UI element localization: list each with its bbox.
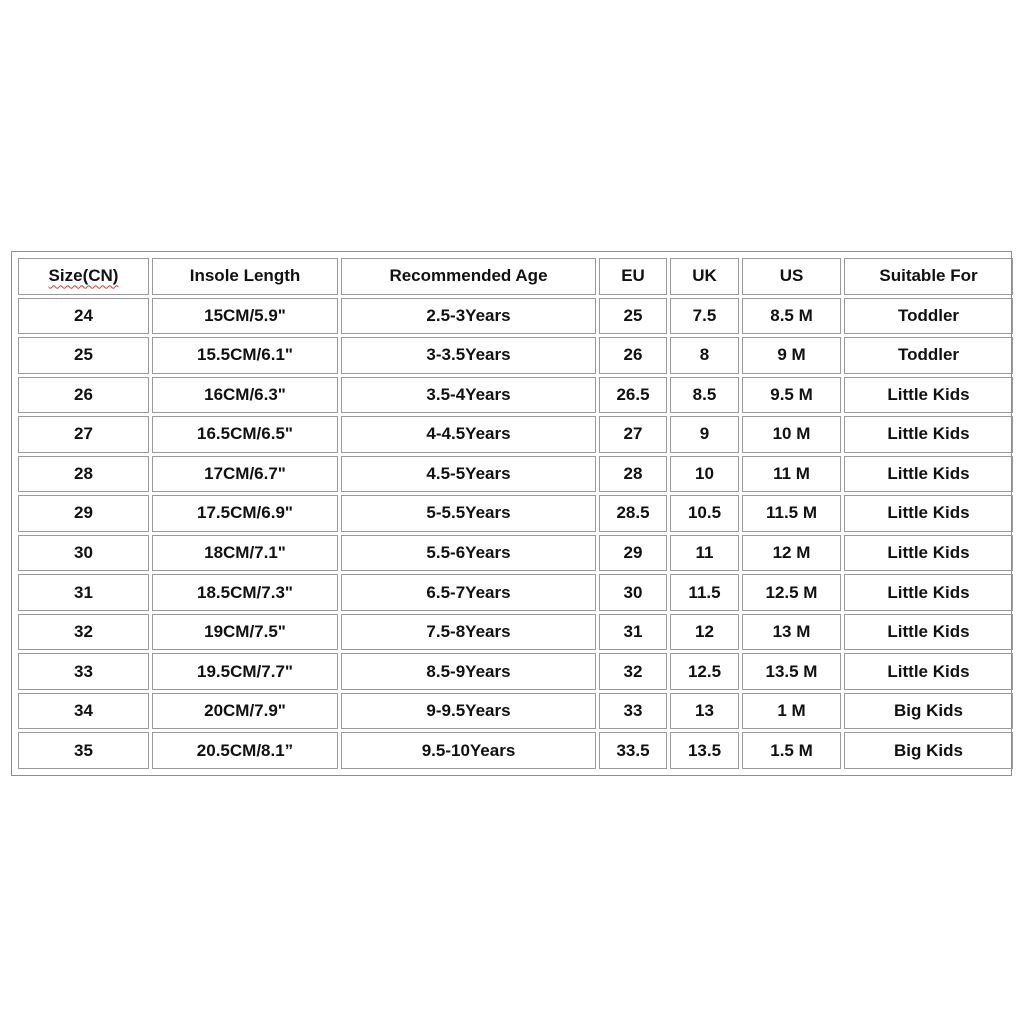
cell-insole-length: 19.5CM/7.7": [152, 653, 338, 690]
cell-us: 1.5 M: [742, 732, 841, 769]
header-insole-length: Insole Length: [152, 258, 338, 295]
cell-uk: 10.5: [670, 495, 739, 532]
cell-suitable-for: Big Kids: [844, 732, 1013, 769]
table-row: [18, 574, 1013, 611]
cell-eu: 33.5: [599, 732, 667, 769]
cell-suitable-for: Big Kids: [844, 693, 1013, 730]
header-size-cn: [18, 258, 149, 295]
cell-suitable-for: Toddler: [844, 298, 1013, 335]
cell-suitable-for: Little Kids: [844, 614, 1013, 651]
cell-suitable-for: Little Kids: [844, 535, 1013, 572]
cell-suitable-for: Little Kids: [844, 456, 1013, 493]
cell-uk: 13: [670, 693, 739, 730]
header-row: [18, 258, 1013, 295]
cell-size-cn: 30: [18, 535, 149, 572]
header-size-cn-label: Size(CN): [48, 266, 119, 286]
cell-uk: 7.5: [670, 298, 739, 335]
header-recommended-age: Recommended Age: [341, 258, 596, 295]
table-row: [18, 495, 1013, 532]
cell-us: 12.5 M: [742, 574, 841, 611]
cell-recommended-age: 3.5-4Years: [341, 377, 596, 414]
cell-eu: 29: [599, 535, 667, 572]
cell-eu: 25: [599, 298, 667, 335]
cell-recommended-age: 9-9.5Years: [341, 693, 596, 730]
cell-uk: 12.5: [670, 653, 739, 690]
cell-suitable-for: Little Kids: [844, 495, 1013, 532]
cell-insole-length: 16CM/6.3": [152, 377, 338, 414]
table-row: [18, 732, 1013, 769]
table-row: [18, 693, 1013, 730]
table-row: [18, 456, 1013, 493]
cell-size-cn: 27: [18, 416, 149, 453]
cell-size-cn: 28: [18, 456, 149, 493]
cell-recommended-age: 3-3.5Years: [341, 337, 596, 374]
cell-us: 11.5 M: [742, 495, 841, 532]
cell-suitable-for: Little Kids: [844, 653, 1013, 690]
cell-us: 8.5 M: [742, 298, 841, 335]
cell-size-cn: 26: [18, 377, 149, 414]
cell-recommended-age: 8.5-9Years: [341, 653, 596, 690]
cell-us: 11 M: [742, 456, 841, 493]
cell-uk: 10: [670, 456, 739, 493]
table-row: [18, 653, 1013, 690]
cell-us: 13.5 M: [742, 653, 841, 690]
table-row: [18, 377, 1013, 414]
header-suitable-for: Suitable For: [844, 258, 1013, 295]
cell-uk: 8: [670, 337, 739, 374]
cell-eu: 33: [599, 693, 667, 730]
cell-eu: 31: [599, 614, 667, 651]
cell-insole-length: 18.5CM/7.3": [152, 574, 338, 611]
cell-us: 10 M: [742, 416, 841, 453]
cell-eu: 30: [599, 574, 667, 611]
cell-insole-length: 20CM/7.9": [152, 693, 338, 730]
cell-eu: 26.5: [599, 377, 667, 414]
cell-recommended-age: 6.5-7Years: [341, 574, 596, 611]
header-us: US: [742, 258, 841, 295]
cell-uk: 11: [670, 535, 739, 572]
cell-size-cn: 25: [18, 337, 149, 374]
table-row: [18, 416, 1013, 453]
cell-recommended-age: 7.5-8Years: [341, 614, 596, 651]
cell-eu: 28.5: [599, 495, 667, 532]
table-row: [18, 535, 1013, 572]
header-uk: UK: [670, 258, 739, 295]
cell-insole-length: 15CM/5.9": [152, 298, 338, 335]
cell-recommended-age: 2.5-3Years: [341, 298, 596, 335]
cell-uk: 13.5: [670, 732, 739, 769]
cell-us: 13 M: [742, 614, 841, 651]
cell-eu: 32: [599, 653, 667, 690]
cell-uk: 9: [670, 416, 739, 453]
cell-uk: 8.5: [670, 377, 739, 414]
cell-us: 1 M: [742, 693, 841, 730]
cell-suitable-for: Little Kids: [844, 574, 1013, 611]
size-chart-frame: [11, 251, 1012, 776]
cell-uk: 11.5: [670, 574, 739, 611]
cell-size-cn: 29: [18, 495, 149, 532]
cell-insole-length: 20.5CM/8.1”: [152, 732, 338, 769]
cell-uk: 12: [670, 614, 739, 651]
cell-size-cn: 33: [18, 653, 149, 690]
cell-insole-length: 17CM/6.7": [152, 456, 338, 493]
cell-insole-length: 18CM/7.1": [152, 535, 338, 572]
table-row: [18, 614, 1013, 651]
cell-recommended-age: 4-4.5Years: [341, 416, 596, 453]
cell-size-cn: 24: [18, 298, 149, 335]
cell-eu: 27: [599, 416, 667, 453]
cell-recommended-age: 5-5.5Years: [341, 495, 596, 532]
cell-recommended-age: 4.5-5Years: [341, 456, 596, 493]
cell-suitable-for: Little Kids: [844, 377, 1013, 414]
cell-suitable-for: Toddler: [844, 337, 1013, 374]
cell-size-cn: 34: [18, 693, 149, 730]
cell-size-cn: 32: [18, 614, 149, 651]
cell-size-cn: 31: [18, 574, 149, 611]
table-row: [18, 337, 1013, 374]
cell-insole-length: 16.5CM/6.5": [152, 416, 338, 453]
cell-size-cn: 35: [18, 732, 149, 769]
cell-eu: 28: [599, 456, 667, 493]
cell-us: 12 M: [742, 535, 841, 572]
cell-us: 9.5 M: [742, 377, 841, 414]
cell-insole-length: 19CM/7.5": [152, 614, 338, 651]
cell-recommended-age: 9.5-10Years: [341, 732, 596, 769]
table-row: [18, 298, 1013, 335]
size-chart-body: [18, 258, 1013, 769]
cell-us: 9 M: [742, 337, 841, 374]
header-eu: EU: [599, 258, 667, 295]
size-chart-table: [15, 255, 1016, 772]
cell-recommended-age: 5.5-6Years: [341, 535, 596, 572]
cell-insole-length: 15.5CM/6.1": [152, 337, 338, 374]
cell-suitable-for: Little Kids: [844, 416, 1013, 453]
cell-insole-length: 17.5CM/6.9": [152, 495, 338, 532]
cell-eu: 26: [599, 337, 667, 374]
